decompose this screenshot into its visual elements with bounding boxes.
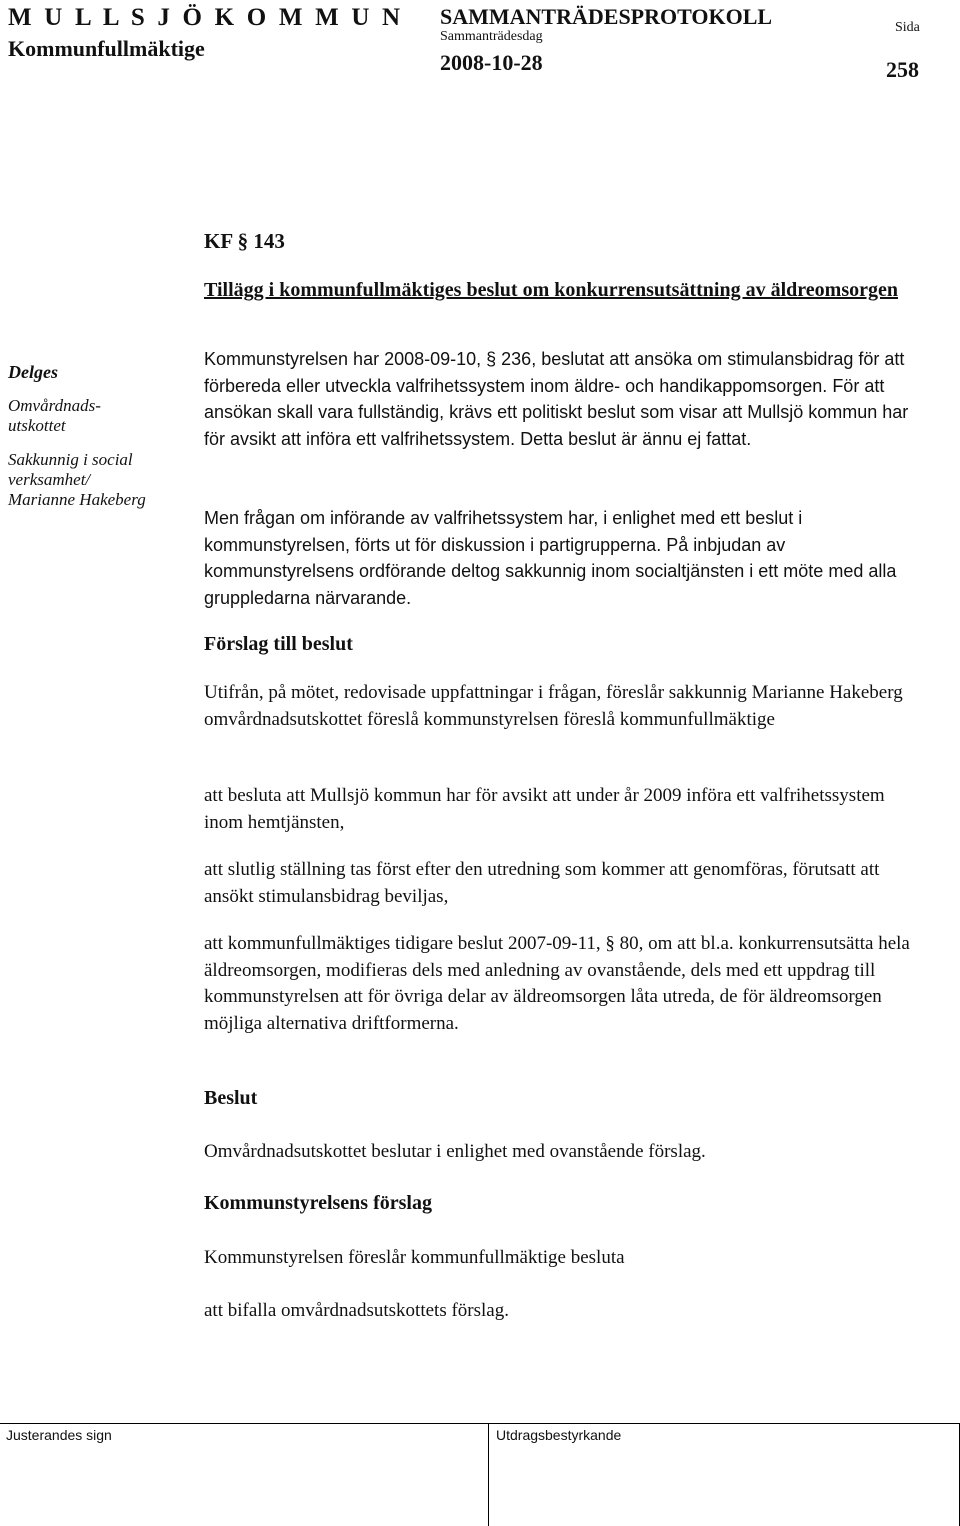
distribution-heading: Delges <box>8 362 58 382</box>
proposal-point: att kommunfullmäktiges tidigare beslut 2007-09-11, § 80, om att bl.a. konkurrensutsätta hela äldreomsorgen, modifieras dels med anledning av ovanstående, dels med ett uppdrag till kommunstyrelsen att för övriga delar av äldreomsorgen låta utreda, de för äldreomsorgen möjliga alternativa driftformerna. <box>204 933 910 1034</box>
signature-label: Justerandes sign <box>6 1427 112 1443</box>
ks-proposal-text: Kommunstyrelsen föreslår kommunfullmäktige besluta <box>204 1247 625 1268</box>
ks-proposal-point: att bifalla omvårdnadsutskottets förslag. <box>204 1300 509 1321</box>
distribution-recipient: Omvårdnads-utskottet <box>8 396 101 435</box>
proposal-intro: Utifrån, på mötet, redovisade uppfattningar i frågan, föreslår sakkunnig Marianne Hakeberg omvårdnadsutskottet föreslå kommunstyrelsen föreslå kommunfullmäktige <box>204 682 903 730</box>
item-title: Tillägg i kommunfullmäktiges beslut om konkurrensutsättning av äldreomsorgen <box>204 279 898 301</box>
decision-text: Omvårdnadsutskottet beslutar i enlighet med ovanstående förslag. <box>204 1141 706 1162</box>
proposal-heading: Förslag till beslut <box>204 633 353 655</box>
governing-body: Kommunfullmäktige <box>8 36 205 61</box>
paragraph-number: KF § 143 <box>204 229 285 253</box>
ks-proposal-heading: Kommunstyrelsens förslag <box>204 1192 432 1214</box>
background-paragraph: Kommunstyrelsen har 2008-09-10, § 236, beslutat att ansöka om stimulansbidrag för att förbereda eller utveckla valfrihetssystem inom äldre- och handikappomsorgen. För att ansökan skall vara fullständig, krävs ett politiskt beslut som visar att Mullsjö kommun har för avsikt att införa ett valfrihetssystem. Detta beslut är ännu ej fattat. <box>204 349 909 449</box>
decision-heading: Beslut <box>204 1087 258 1109</box>
page-number: 258 <box>886 57 919 82</box>
certification-box <box>0 1423 960 1526</box>
municipality-name: M U L L S J Ö K O M M U N <box>8 4 404 31</box>
proposal-point: att besluta att Mullsjö kommun har för avsikt att under år 2009 införa ett valfrihetssystem inom hemtjänsten, <box>204 785 885 833</box>
distribution-recipient: Sakkunnig i social verksamhet/ Marianne Hakeberg <box>8 450 146 509</box>
meeting-date-label: Sammanträdesdag <box>440 29 543 44</box>
certification-label: Utdragsbestyrkande <box>496 1427 622 1443</box>
proposal-point: att slutlig ställning tas först efter den utredning som kommer att genomföras, förutsatt att ansökt stimulansbidrag beviljas, <box>204 859 880 907</box>
meeting-date: 2008-10-28 <box>440 50 543 75</box>
distribution-list <box>8 362 188 524</box>
document-type: SAMMANTRÄDESPROTOKOLL <box>440 4 773 29</box>
background-paragraph: Men frågan om införande av valfrihetssystem har, i enlighet med ett beslut i kommunstyrelsen, förts ut för diskussion i partigrupperna. På inbjudan av kommunstyrelsens ordförande deltog sakkunnig inom socialtjänsten i ett möte med alla gruppledarna närvarande. <box>204 508 897 608</box>
page-label: Sida <box>895 20 920 35</box>
